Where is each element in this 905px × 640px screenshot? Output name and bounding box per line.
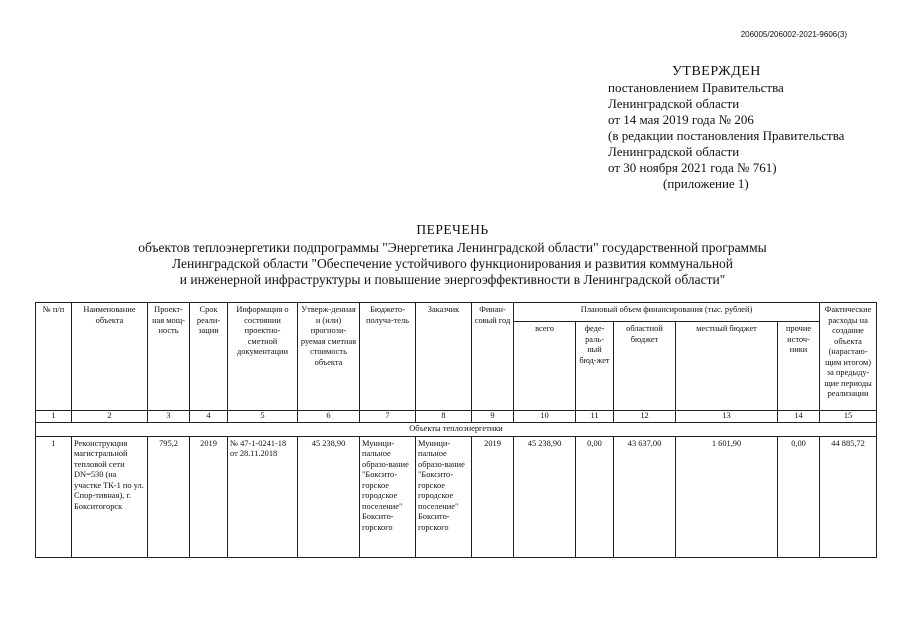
approval-block — [608, 64, 898, 192]
cell-other: 0,00 — [778, 436, 820, 557]
objects-table — [35, 302, 877, 558]
column-number: 9 — [472, 411, 514, 423]
cell-regional: 43 637,00 — [614, 436, 676, 557]
title-line: объектов теплоэнергетики подпрограммы "Энергетика Ленинградской области" государственной программы — [138, 240, 767, 255]
cell-num: 1 — [36, 436, 72, 557]
column-number: 4 — [190, 411, 228, 423]
header-capacity: Проект-ная мощ-ность — [148, 303, 190, 411]
column-number: 13 — [676, 411, 778, 423]
cell-customer: Муници-пальное образо-вание "Боксито-горское городское поселение" Боксито-горского — [416, 436, 472, 557]
cell-recipient: Муници-пальное образо-вание "Боксито-горское городское поселение" Боксито-горского — [360, 436, 416, 557]
document-id: 206005/206002-2021-9606(3) — [740, 30, 847, 39]
cell-name: Реконструкция магистральной тепловой сети DN=530 (на участке ТК-1 по ул. Спор-тивная), г. Бокситогорск — [72, 436, 148, 557]
header-docs-info: Информация о состоянии проектно-сметной документации — [228, 303, 298, 411]
cell-approved-cost: 45 238,90 — [298, 436, 360, 557]
column-number: 15 — [820, 411, 877, 423]
column-number: 8 — [416, 411, 472, 423]
header-total: всего — [514, 322, 576, 411]
approval-line: Ленинградской области — [608, 96, 740, 111]
header-num: № п/п — [36, 303, 72, 411]
column-number: 3 — [148, 411, 190, 423]
cell-docs-info: № 47-1-0241-18 от 28.11.2018 — [228, 436, 298, 557]
header-approved-cost: Утверж-денная и (или) прогнози-руемая сметная стоимость объекта — [298, 303, 360, 411]
approval-heading: УТВЕРЖДЕН — [672, 64, 761, 79]
cell-term: 2019 — [190, 436, 228, 557]
column-number: 10 — [514, 411, 576, 423]
header-other: прочие источ-ники — [778, 322, 820, 411]
column-number: 6 — [298, 411, 360, 423]
cell-federal: 0,00 — [576, 436, 614, 557]
header-recipient: Бюджето-получа-тель — [360, 303, 416, 411]
header-fin-year: Финан-совый год — [472, 303, 514, 411]
header-local: местный бюджет — [676, 322, 778, 411]
approval-line: постановлением Правительства — [608, 80, 784, 95]
section-row — [36, 423, 877, 437]
approval-line: от 14 мая 2019 года № 206 — [608, 112, 754, 127]
cell-local: 1 601,90 — [676, 436, 778, 557]
approval-line: (в редакции постановления Правительства — [608, 128, 845, 143]
column-number: 12 — [614, 411, 676, 423]
approval-line: от 30 ноября 2021 года № 761) — [608, 160, 777, 175]
column-number: 14 — [778, 411, 820, 423]
column-number: 7 — [360, 411, 416, 423]
document-title — [0, 222, 905, 288]
column-numbers-row — [36, 411, 877, 423]
title-line: и инженерной инфраструктуры и повышение энергоэффективности в Ленинградской области" — [179, 272, 726, 287]
section-title: Объекты теплоэнергетики — [36, 423, 877, 437]
header-term: Срок реали-зации — [190, 303, 228, 411]
column-number: 11 — [576, 411, 614, 423]
header-federal: феде-раль-ный бюд-жет — [576, 322, 614, 411]
column-number: 1 — [36, 411, 72, 423]
cell-fin-year: 2019 — [472, 436, 514, 557]
column-number: 5 — [228, 411, 298, 423]
header-name: Наименование объекта — [72, 303, 148, 411]
cell-total: 45 238,90 — [514, 436, 576, 557]
approval-line: Ленинградской области — [608, 144, 740, 159]
header-regional: областной бюджет — [614, 322, 676, 411]
title-line: Ленинградской области "Обеспечение устойчивого функционирования и развития коммунальной — [171, 256, 734, 271]
approval-appendix: (приложение 1) — [663, 176, 749, 191]
cell-capacity: 795,2 — [148, 436, 190, 557]
column-number: 2 — [72, 411, 148, 423]
header-actual: Фактические расходы на создание объекта (нарастаю-щим итогом) за предыду-щие периоды реализации — [820, 303, 877, 411]
header-customer: Заказчик — [416, 303, 472, 411]
cell-actual: 44 885,72 — [820, 436, 877, 557]
title-heading: ПЕРЕЧЕНЬ — [416, 222, 489, 237]
header-planned-group: Плановый объем финансирования (тыс. рублей) — [514, 303, 820, 322]
table-row — [36, 436, 877, 557]
